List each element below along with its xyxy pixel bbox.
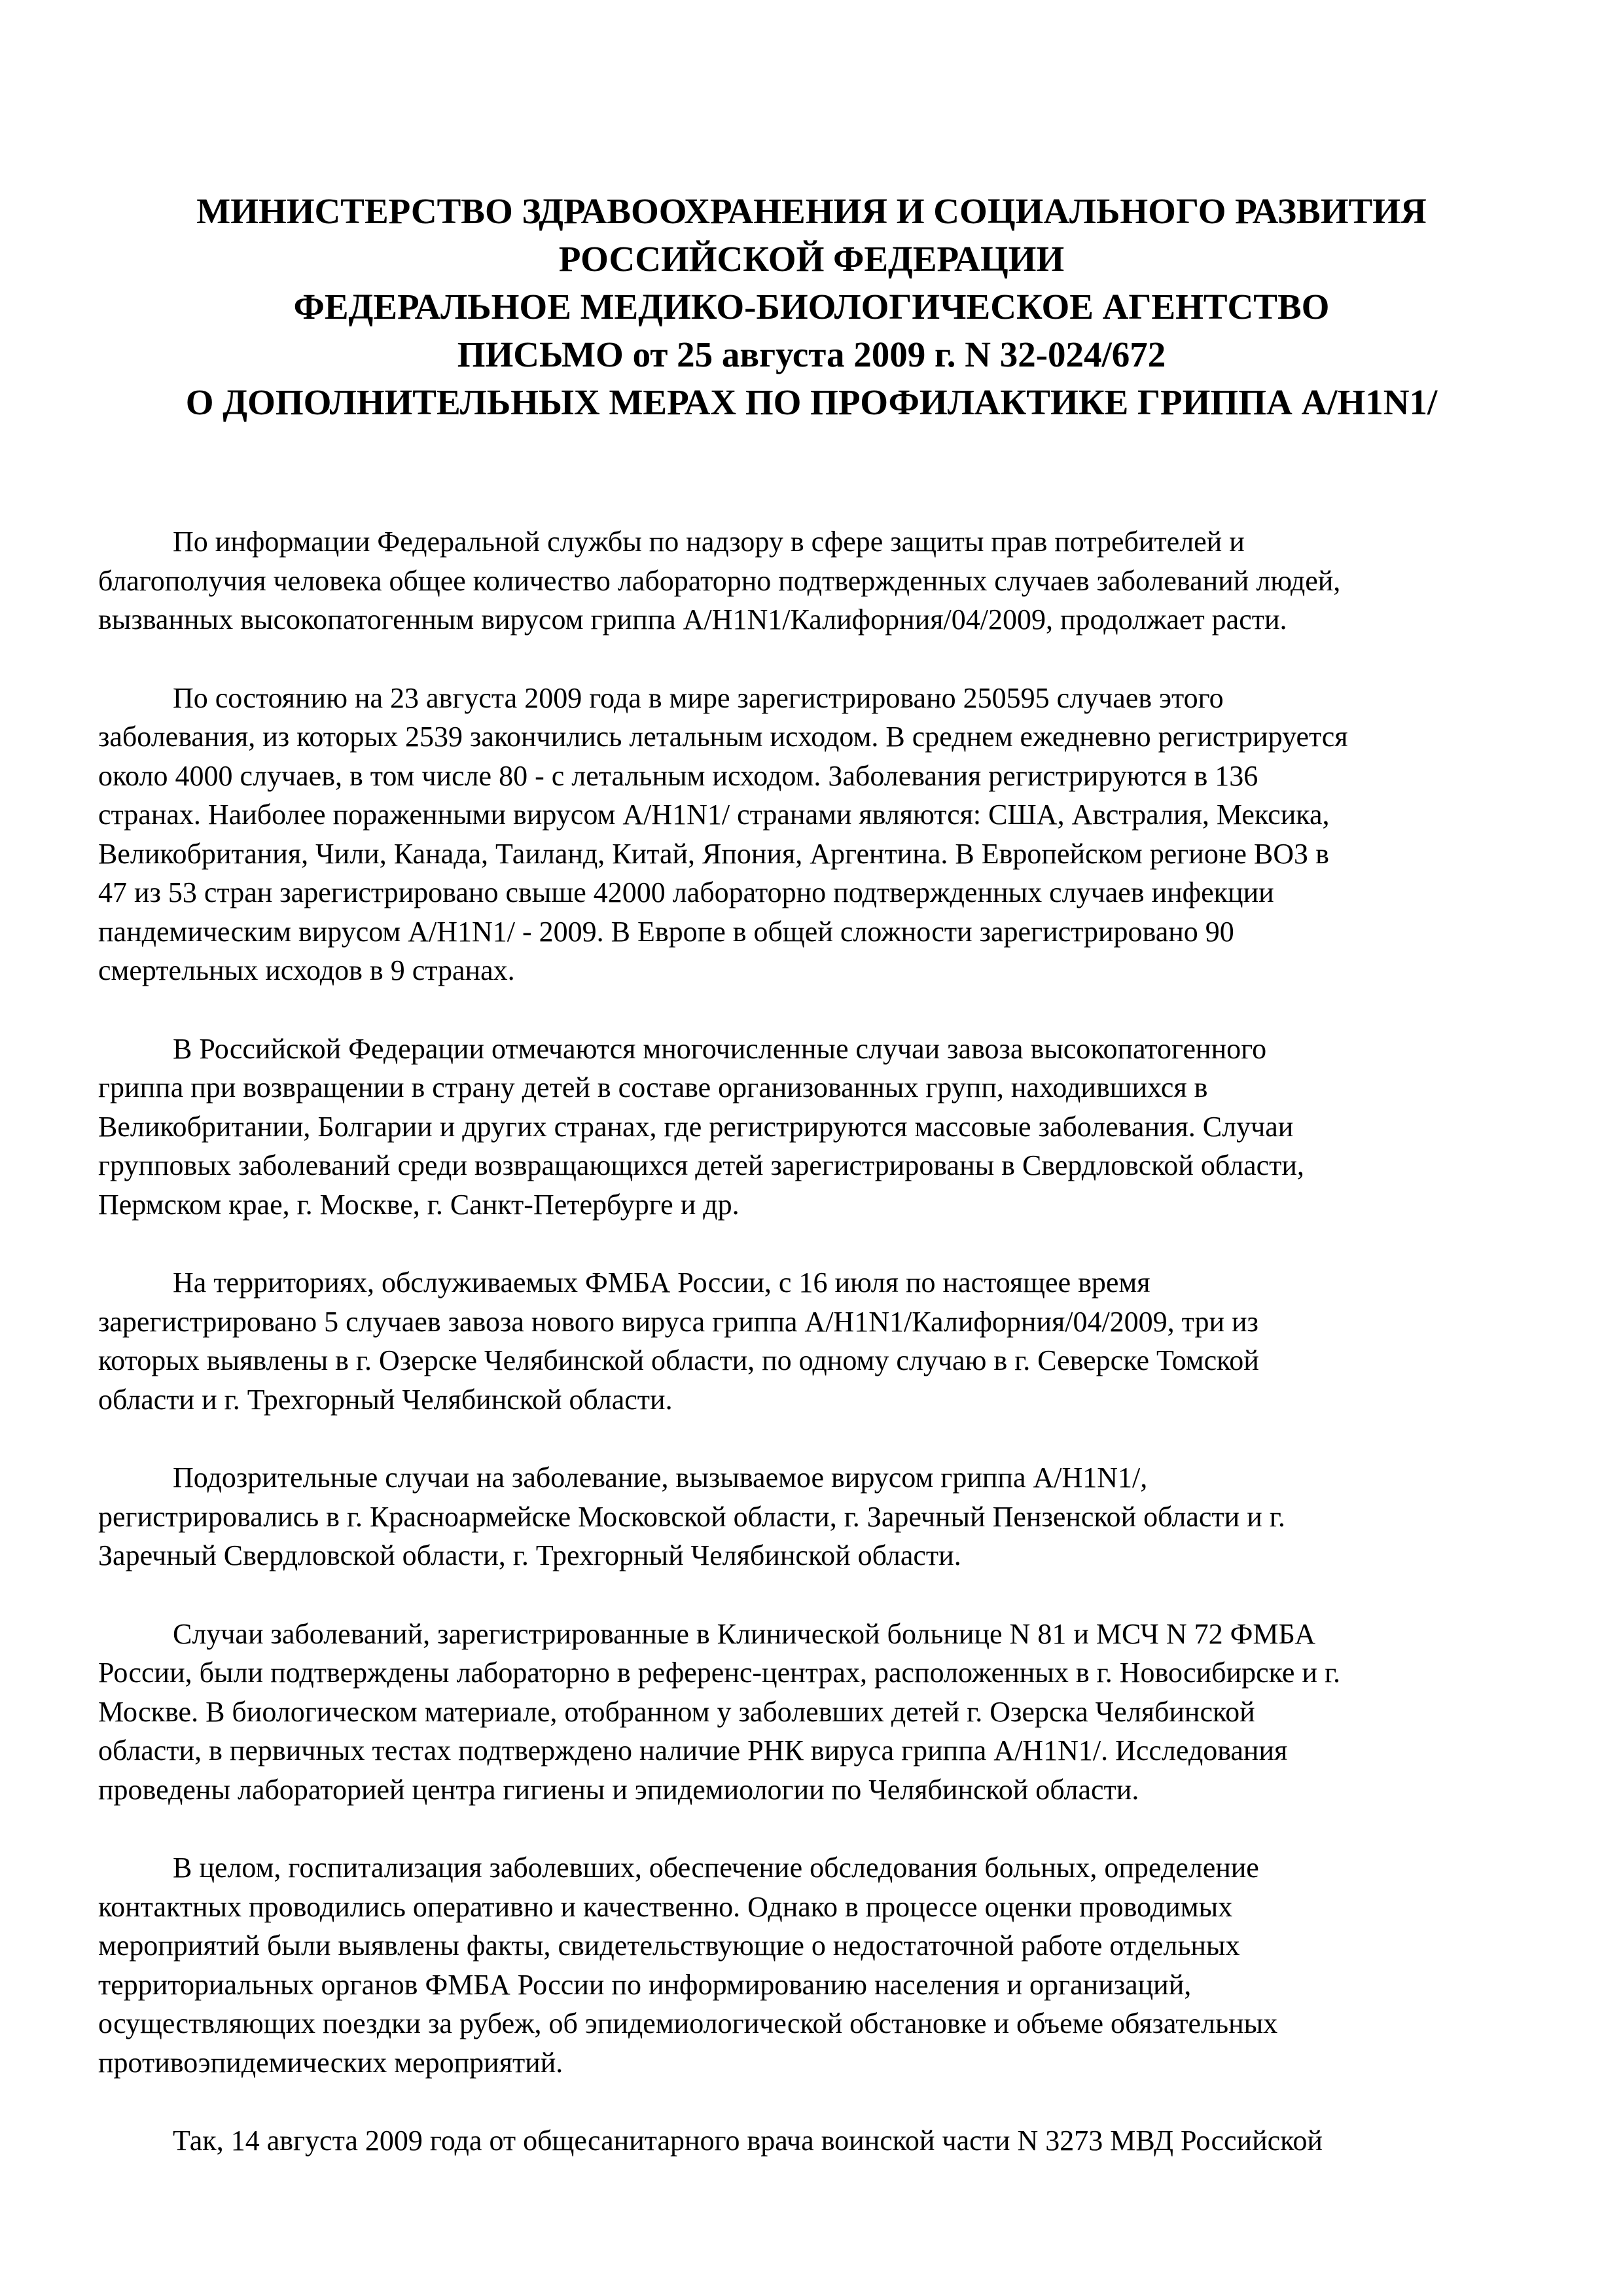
paragraph-fmba-territories [98,1263,1539,1419]
paragraph-line: мероприятий были выявлены факты, свидетельствующие о недостаточной работе отдельных [98,1929,1240,1962]
paragraph-line: пандемическим вирусом A/H1N1/ - 2009. В Европе в общей сложности зарегистрировано 90 [98,915,1234,948]
paragraph-line: 47 из 53 стран зарегистрировано свыше 42000 лабораторно подтвержденных случаев инфекции [98,876,1274,908]
paragraph-line: Заречный Свердловской области, г. Трехгорный Челябинской области. [98,1539,961,1571]
paragraph-line: На территориях, обслуживаемых ФМБА России, с 16 июля по настоящее время [173,1266,1150,1299]
paragraph-line: Пермском крае, г. Москве, г. Санкт-Петербурге и др. [98,1188,740,1221]
paragraph-line: благополучия человека общее количество лабораторно подтвержденных случаев заболеваний людей, [98,564,1341,597]
paragraph-line: зарегистрировано 5 случаев завоза нового вируса гриппа A/H1N1/Калифорния/04/2009, три из [98,1305,1258,1338]
paragraph-line: России, были подтверждены лабораторно в референс-центрах, расположенных в г. Новосибирске и г. [98,1657,1341,1689]
letter-body [98,522,1539,2200]
paragraph-line: области и г. Трехгорный Челябинской области. [98,1383,673,1416]
paragraph-line: странах. Наиболее пораженными вирусом A/H1N1/ странами являются: США, Австралия, Мексика, [98,798,1330,831]
paragraph-line: Великобритания, Чили, Канада, Таиланд, Китай, Япония, Аргентина. В Европейском регионе ВОЗ в [98,837,1329,870]
paragraph-line: области, в первичных тестах подтверждено наличие РНК вируса гриппа A/H1N1/. Исследования [98,1734,1288,1767]
paragraph-line: проведены лабораторией центра гигиены и эпидемиологии по Челябинской области. [98,1773,1139,1806]
paragraph-line: контактных проводились оперативно и качественно. Однако в процессе оценки проводимых [98,1890,1233,1923]
ministry-title: МИНИСТЕРСТВО ЗДРАВООХРАНЕНИЯ И СОЦИАЛЬНОГО РАЗВИТИЯ [196,191,1427,231]
document-header [98,187,1525,426]
paragraph-line: По информации Федеральной службы по надзору в сфере защиты прав потребителей и [173,526,1245,558]
paragraph-line: осуществляющих поездки за рубеж, об эпидемиологической обстановке и объеме обязательных [98,2007,1278,2039]
paragraph-line: заболевания, из которых 2539 закончились летальным исходом. В среднем ежедневно регистрируется [98,721,1348,753]
paragraph-line: Москве. В биологическом материале, отобранном у заболевших детей г. Озерска Челябинской [98,1695,1255,1728]
agency-title: ФЕДЕРАЛЬНОЕ МЕДИКО-БИОЛОГИЧЕСКОЕ АГЕНТСТВО [293,287,1330,327]
paragraph-line: В Российской Федерации отмечаются многочисленные случаи завоза высокопатогенного [173,1032,1267,1065]
paragraph-lab-confirmation [98,1615,1539,1810]
paragraph-line: В целом, госпитализация заболевших, обеспечение обследования больных, определение [173,1852,1259,1884]
paragraph-line: групповых заболеваний среди возвращающихся детей зарегистрированы в Свердловской области, [98,1149,1304,1181]
paragraph-situation-overview [98,522,1539,639]
paragraph-line: которых выявлены в г. Озерске Челябинской области, по одному случаю в г. Северске Томской [98,1344,1259,1376]
paragraph-line: смертельных исходов в 9 странах. [98,954,515,986]
letter-reference: ПИСЬМО от 25 августа 2009 г. N 32-024/672 [457,334,1166,374]
paragraph-line: По состоянию на 23 августа 2009 года в мире зарегистрировано 250595 случаев этого [173,681,1224,714]
paragraph-line: Случаи заболеваний, зарегистрированные в Клинической больнице N 81 и МСЧ N 72 ФМБА [173,1617,1315,1650]
paragraph-suspected-cases [98,1458,1539,1575]
paragraph-line: противоэпидемических мероприятий. [98,2046,563,2079]
paragraph-assessment [98,1848,1539,2082]
paragraph-line: гриппа при возвращении в страну детей в составе организованных групп, находившихся в [98,1071,1208,1103]
paragraph-line: Подозрительные случаи на заболевание, вызываемое вирусом гриппа A/H1N1/, [173,1462,1148,1494]
paragraph-example-case [98,2121,1539,2161]
letter-subject: О ДОПОЛНИТЕЛЬНЫХ МЕРАХ ПО ПРОФИЛАКТИКЕ ГРИППА A/H1N1/ [185,382,1438,422]
paragraph-russia-imports [98,1030,1539,1225]
ministry-title-continued: РОССИЙСКОЙ ФЕДЕРАЦИИ [558,239,1065,279]
paragraph-line: регистрировались в г. Красноармейске Московской области, г. Заречный Пензенской области и г. [98,1500,1285,1533]
paragraph-line: территориальных органов ФМБА России по информированию населения и организаций, [98,1968,1192,2001]
paragraph-line: вызванных высокопатогенным вирусом гриппа A/H1N1/Калифорния/04/2009, продолжает расти. [98,603,1287,636]
paragraph-line: около 4000 случаев, в том числе 80 - с летальным исходом. Заболевания регистрируются в 136 [98,759,1258,792]
paragraph-line: Так, 14 августа 2009 года от общесанитарного врача воинской части N 3273 МВД Российской [173,2125,1323,2157]
paragraph-line: Великобритании, Болгарии и других странах, где регистрируются массовые заболевания. Случаи [98,1110,1294,1143]
paragraph-world-statistics [98,679,1539,990]
